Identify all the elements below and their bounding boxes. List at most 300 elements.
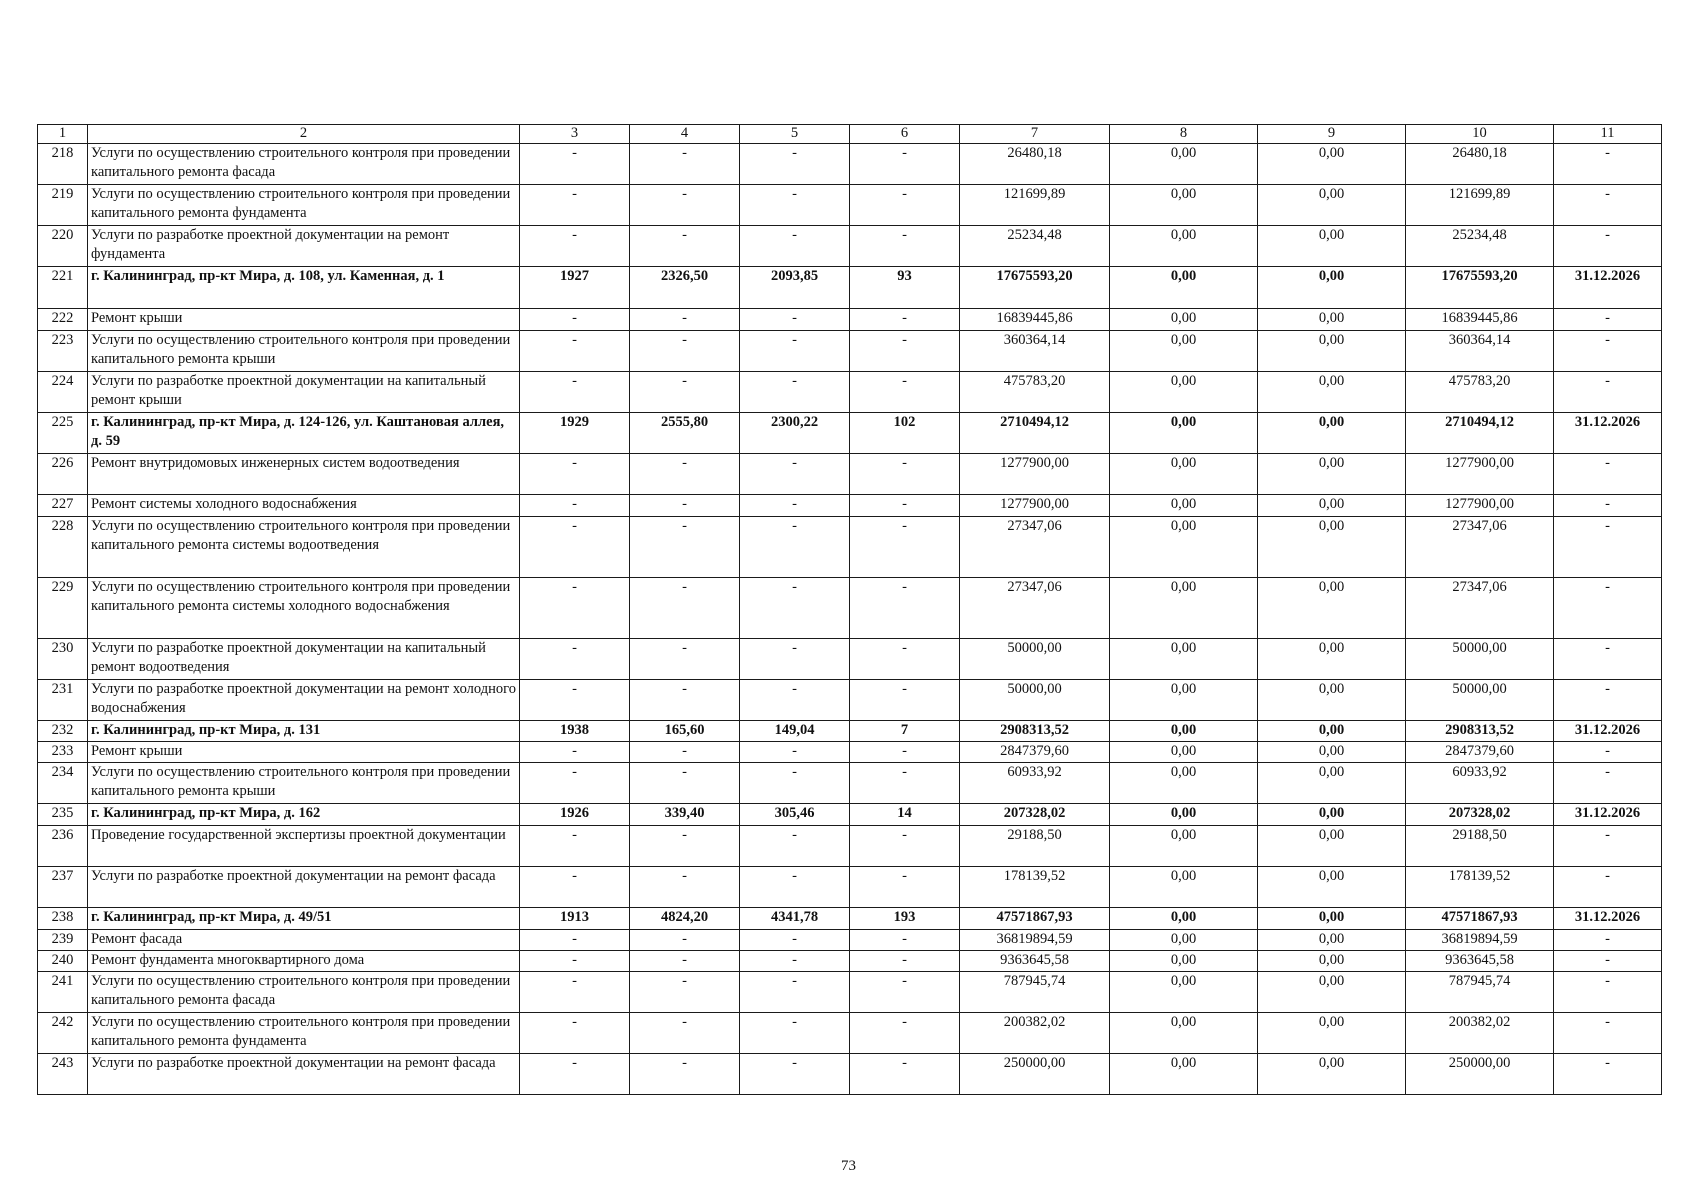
col-3-cell: - [520,372,630,413]
row-number-cell: 224 [38,372,88,413]
col-8-cell: 0,00 [1110,1013,1258,1054]
col-4-cell: - [630,930,740,951]
col-8-cell: 0,00 [1110,185,1258,226]
row-number-cell: 220 [38,226,88,267]
col-3-cell: 1929 [520,413,630,454]
col-8-cell: 0,00 [1110,331,1258,372]
col-9-cell: 0,00 [1258,517,1406,578]
col-7-cell: 207328,02 [960,804,1110,826]
row-number-cell: 232 [38,721,88,742]
col-5-cell: - [740,680,850,721]
row-number-cell: 238 [38,908,88,930]
col-11-cell: - [1554,972,1662,1013]
col-5-cell: - [740,185,850,226]
col-4-cell: 165,60 [630,721,740,742]
col-8-cell: 0,00 [1110,495,1258,517]
row-number-cell: 234 [38,763,88,804]
col-8-cell: 0,00 [1110,578,1258,639]
header-cell: 4 [630,125,740,144]
col-7-cell: 250000,00 [960,1054,1110,1095]
work-name-cell: Услуги по разработке проектной документации на ремонт фундамента [88,226,520,267]
work-name-cell: Ремонт крыши [88,742,520,763]
col-9-cell: 0,00 [1258,908,1406,930]
col-7-cell: 27347,06 [960,517,1110,578]
col-7-cell: 26480,18 [960,144,1110,185]
col-8-cell: 0,00 [1110,742,1258,763]
work-name-cell: г. Калининград, пр-кт Мира, д. 131 [88,721,520,742]
header-cell: 9 [1258,125,1406,144]
col-6-cell: - [850,930,960,951]
col-3-cell: - [520,331,630,372]
col-10-cell: 50000,00 [1406,639,1554,680]
table-row [38,331,1662,372]
table-row [38,578,1662,639]
col-5-cell: - [740,517,850,578]
col-9-cell: 0,00 [1258,578,1406,639]
table-row [38,867,1662,908]
table-row [38,1013,1662,1054]
col-9-cell: 0,00 [1258,639,1406,680]
work-name-cell: г. Калининград, пр-кт Мира, д. 108, ул. Каменная, д. 1 [88,267,520,309]
col-3-cell: 1927 [520,267,630,309]
col-8-cell: 0,00 [1110,1054,1258,1095]
col-10-cell: 27347,06 [1406,517,1554,578]
col-10-cell: 207328,02 [1406,804,1554,826]
col-11-cell: 31.12.2026 [1554,267,1662,309]
col-4-cell: - [630,144,740,185]
col-5-cell: - [740,309,850,331]
col-8-cell: 0,00 [1110,372,1258,413]
col-11-cell: - [1554,495,1662,517]
col-3-cell: - [520,826,630,867]
row-number-cell: 222 [38,309,88,331]
col-10-cell: 16839445,86 [1406,309,1554,331]
col-6-cell: - [850,226,960,267]
table-row [38,742,1662,763]
work-name-cell: Ремонт фундамента многоквартирного дома [88,951,520,972]
col-5-cell: - [740,578,850,639]
col-5-cell: - [740,867,850,908]
col-11-cell: - [1554,639,1662,680]
col-3-cell: - [520,680,630,721]
table-row [38,185,1662,226]
col-9-cell: 0,00 [1258,680,1406,721]
col-9-cell: 0,00 [1258,495,1406,517]
col-10-cell: 2847379,60 [1406,742,1554,763]
header-cell: 3 [520,125,630,144]
col-5-cell: - [740,742,850,763]
table-row [38,309,1662,331]
table-row [38,951,1662,972]
col-7-cell: 2710494,12 [960,413,1110,454]
col-6-cell: 7 [850,721,960,742]
col-10-cell: 1277900,00 [1406,454,1554,495]
col-9-cell: 0,00 [1258,930,1406,951]
col-10-cell: 250000,00 [1406,1054,1554,1095]
col-10-cell: 27347,06 [1406,578,1554,639]
col-9-cell: 0,00 [1258,763,1406,804]
work-name-cell: Услуги по осуществлению строительного контроля при проведении капитального ремонта системы холодного водоснабжения [88,578,520,639]
col-7-cell: 16839445,86 [960,309,1110,331]
header-cell: 5 [740,125,850,144]
table-row [38,972,1662,1013]
col-9-cell: 0,00 [1258,185,1406,226]
col-8-cell: 0,00 [1110,267,1258,309]
col-7-cell: 1277900,00 [960,495,1110,517]
work-name-cell: Услуги по разработке проектной документации на капитальный ремонт крыши [88,372,520,413]
row-number-cell: 225 [38,413,88,454]
work-name-cell: Услуги по осуществлению строительного контроля при проведении капитального ремонта системы водоотведения [88,517,520,578]
col-7-cell: 200382,02 [960,1013,1110,1054]
col-9-cell: 0,00 [1258,972,1406,1013]
col-6-cell: - [850,517,960,578]
work-name-cell: Ремонт фасада [88,930,520,951]
col-10-cell: 26480,18 [1406,144,1554,185]
col-4-cell: - [630,1013,740,1054]
col-4-cell: - [630,331,740,372]
col-6-cell: - [850,680,960,721]
col-4-cell: 4824,20 [630,908,740,930]
col-7-cell: 178139,52 [960,867,1110,908]
col-11-cell: 31.12.2026 [1554,908,1662,930]
col-3-cell: - [520,639,630,680]
col-3-cell: - [520,951,630,972]
col-3-cell: - [520,972,630,1013]
col-8-cell: 0,00 [1110,826,1258,867]
col-7-cell: 36819894,59 [960,930,1110,951]
col-10-cell: 47571867,93 [1406,908,1554,930]
col-10-cell: 2908313,52 [1406,721,1554,742]
work-name-cell: г. Калининград, пр-кт Мира, д. 124-126, ул. Каштановая аллея, д. 59 [88,413,520,454]
col-5-cell: - [740,972,850,1013]
col-5-cell: - [740,951,850,972]
col-6-cell: - [850,951,960,972]
col-8-cell: 0,00 [1110,867,1258,908]
col-9-cell: 0,00 [1258,413,1406,454]
table-row [38,680,1662,721]
col-10-cell: 2710494,12 [1406,413,1554,454]
work-name-cell: Услуги по осуществлению строительного контроля при проведении капитального ремонта фасада [88,972,520,1013]
table-row [38,495,1662,517]
col-7-cell: 29188,50 [960,826,1110,867]
col-4-cell: - [630,680,740,721]
col-9-cell: 0,00 [1258,144,1406,185]
col-11-cell: - [1554,454,1662,495]
col-7-cell: 9363645,58 [960,951,1110,972]
col-10-cell: 178139,52 [1406,867,1554,908]
col-6-cell: - [850,742,960,763]
col-9-cell: 0,00 [1258,867,1406,908]
col-10-cell: 60933,92 [1406,763,1554,804]
col-11-cell: - [1554,867,1662,908]
col-8-cell: 0,00 [1110,951,1258,972]
table-row [38,1054,1662,1095]
col-7-cell: 475783,20 [960,372,1110,413]
work-name-cell: Услуги по осуществлению строительного контроля при проведении капитального ремонта фундамента [88,1013,520,1054]
col-11-cell: - [1554,578,1662,639]
col-3-cell: - [520,763,630,804]
col-9-cell: 0,00 [1258,826,1406,867]
col-6-cell: - [850,1054,960,1095]
col-10-cell: 50000,00 [1406,680,1554,721]
address-row [38,267,1662,309]
table-row [38,763,1662,804]
table-row [38,826,1662,867]
col-9-cell: 0,00 [1258,1013,1406,1054]
col-6-cell: - [850,372,960,413]
col-3-cell: - [520,742,630,763]
col-5-cell: 2300,22 [740,413,850,454]
row-number-cell: 242 [38,1013,88,1054]
col-4-cell: - [630,517,740,578]
col-8-cell: 0,00 [1110,309,1258,331]
col-5-cell: 2093,85 [740,267,850,309]
row-number-cell: 219 [38,185,88,226]
col-7-cell: 360364,14 [960,331,1110,372]
col-10-cell: 360364,14 [1406,331,1554,372]
col-11-cell: - [1554,680,1662,721]
col-10-cell: 9363645,58 [1406,951,1554,972]
col-7-cell: 2847379,60 [960,742,1110,763]
table-row [38,226,1662,267]
col-11-cell: - [1554,372,1662,413]
col-6-cell: 193 [850,908,960,930]
col-6-cell: - [850,578,960,639]
col-9-cell: 0,00 [1258,454,1406,495]
col-7-cell: 1277900,00 [960,454,1110,495]
address-row [38,721,1662,742]
col-11-cell: - [1554,144,1662,185]
col-5-cell: - [740,826,850,867]
work-name-cell: Услуги по разработке проектной документации на капитальный ремонт водоотведения [88,639,520,680]
col-6-cell: - [850,972,960,1013]
col-10-cell: 29188,50 [1406,826,1554,867]
col-3-cell: - [520,144,630,185]
col-11-cell: - [1554,309,1662,331]
col-5-cell: - [740,331,850,372]
col-5-cell: - [740,1054,850,1095]
header-cell: 7 [960,125,1110,144]
col-11-cell: 31.12.2026 [1554,413,1662,454]
col-6-cell: - [850,454,960,495]
col-4-cell: - [630,951,740,972]
address-row [38,908,1662,930]
header-cell: 6 [850,125,960,144]
col-5-cell: - [740,144,850,185]
work-name-cell: г. Калининград, пр-кт Мира, д. 49/51 [88,908,520,930]
col-4-cell: - [630,639,740,680]
work-name-cell: Услуги по осуществлению строительного контроля при проведении капитального ремонта фасада [88,144,520,185]
col-9-cell: 0,00 [1258,742,1406,763]
col-5-cell: - [740,763,850,804]
work-name-cell: Проведение государственной экспертизы проектной документации [88,826,520,867]
work-name-cell: Ремонт системы холодного водоснабжения [88,495,520,517]
col-9-cell: 0,00 [1258,372,1406,413]
col-6-cell: 102 [850,413,960,454]
col-10-cell: 1277900,00 [1406,495,1554,517]
col-9-cell: 0,00 [1258,804,1406,826]
col-7-cell: 27347,06 [960,578,1110,639]
col-3-cell: - [520,930,630,951]
table-body [38,125,1662,1095]
col-4-cell: - [630,763,740,804]
col-4-cell: 2326,50 [630,267,740,309]
header-cell: 2 [88,125,520,144]
col-7-cell: 787945,74 [960,972,1110,1013]
address-row [38,413,1662,454]
col-6-cell: - [850,1013,960,1054]
col-9-cell: 0,00 [1258,721,1406,742]
col-5-cell: - [740,639,850,680]
col-6-cell: - [850,763,960,804]
table-row [38,517,1662,578]
col-8-cell: 0,00 [1110,639,1258,680]
col-4-cell: - [630,372,740,413]
col-5-cell: 149,04 [740,721,850,742]
row-number-cell: 231 [38,680,88,721]
col-5-cell: - [740,226,850,267]
col-11-cell: - [1554,951,1662,972]
table-row [38,454,1662,495]
work-name-cell: Услуги по разработке проектной документации на ремонт холодного водоснабжения [88,680,520,721]
col-11-cell: 31.12.2026 [1554,721,1662,742]
col-11-cell: - [1554,517,1662,578]
col-4-cell: - [630,495,740,517]
header-row [38,125,1662,144]
work-name-cell: Услуги по осуществлению строительного контроля при проведении капитального ремонта фундамента [88,185,520,226]
col-8-cell: 0,00 [1110,908,1258,930]
col-3-cell: - [520,1054,630,1095]
col-11-cell: - [1554,226,1662,267]
row-number-cell: 233 [38,742,88,763]
header-cell: 11 [1554,125,1662,144]
col-7-cell: 50000,00 [960,680,1110,721]
col-6-cell: - [850,331,960,372]
col-7-cell: 25234,48 [960,226,1110,267]
row-number-cell: 243 [38,1054,88,1095]
header-cell: 8 [1110,125,1258,144]
col-3-cell: 1926 [520,804,630,826]
work-name-cell: Ремонт внутридомовых инженерных систем водоотведения [88,454,520,495]
col-4-cell: 2555,80 [630,413,740,454]
col-3-cell: - [520,309,630,331]
col-3-cell: - [520,1013,630,1054]
col-5-cell: - [740,1013,850,1054]
col-6-cell: - [850,826,960,867]
col-8-cell: 0,00 [1110,144,1258,185]
col-7-cell: 50000,00 [960,639,1110,680]
col-5-cell: - [740,372,850,413]
col-10-cell: 17675593,20 [1406,267,1554,309]
col-3-cell: - [520,226,630,267]
col-8-cell: 0,00 [1110,930,1258,951]
col-6-cell: - [850,185,960,226]
col-11-cell: - [1554,1054,1662,1095]
address-row [38,804,1662,826]
col-8-cell: 0,00 [1110,454,1258,495]
row-number-cell: 223 [38,331,88,372]
col-10-cell: 121699,89 [1406,185,1554,226]
row-number-cell: 218 [38,144,88,185]
row-number-cell: 226 [38,454,88,495]
col-4-cell: - [630,185,740,226]
col-7-cell: 121699,89 [960,185,1110,226]
col-9-cell: 0,00 [1258,267,1406,309]
col-5-cell: 305,46 [740,804,850,826]
work-name-cell: г. Калининград, пр-кт Мира, д. 162 [88,804,520,826]
col-9-cell: 0,00 [1258,951,1406,972]
col-10-cell: 787945,74 [1406,972,1554,1013]
col-8-cell: 0,00 [1110,413,1258,454]
row-number-cell: 221 [38,267,88,309]
col-8-cell: 0,00 [1110,517,1258,578]
table-row [38,144,1662,185]
col-3-cell: - [520,185,630,226]
page-number: 73 [841,1158,856,1174]
col-9-cell: 0,00 [1258,331,1406,372]
col-4-cell: - [630,867,740,908]
col-4-cell: - [630,578,740,639]
col-7-cell: 60933,92 [960,763,1110,804]
row-number-cell: 230 [38,639,88,680]
col-11-cell: - [1554,331,1662,372]
col-10-cell: 36819894,59 [1406,930,1554,951]
col-8-cell: 0,00 [1110,226,1258,267]
col-9-cell: 0,00 [1258,1054,1406,1095]
col-10-cell: 200382,02 [1406,1013,1554,1054]
col-4-cell: - [630,742,740,763]
col-7-cell: 2908313,52 [960,721,1110,742]
col-8-cell: 0,00 [1110,680,1258,721]
col-7-cell: 17675593,20 [960,267,1110,309]
col-6-cell: - [850,309,960,331]
row-number-cell: 241 [38,972,88,1013]
col-3-cell: - [520,495,630,517]
col-4-cell: 339,40 [630,804,740,826]
col-5-cell: - [740,454,850,495]
row-number-cell: 236 [38,826,88,867]
work-name-cell: Услуги по разработке проектной документации на ремонт фасада [88,867,520,908]
col-4-cell: - [630,226,740,267]
col-3-cell: - [520,578,630,639]
col-5-cell: 4341,78 [740,908,850,930]
col-8-cell: 0,00 [1110,721,1258,742]
work-name-cell: Услуги по осуществлению строительного контроля при проведении капитального ремонта крыши [88,763,520,804]
col-4-cell: - [630,454,740,495]
col-8-cell: 0,00 [1110,804,1258,826]
col-3-cell: - [520,867,630,908]
col-5-cell: - [740,930,850,951]
header-cell: 10 [1406,125,1554,144]
col-11-cell: - [1554,826,1662,867]
col-11-cell: - [1554,763,1662,804]
work-name-cell: Услуги по разработке проектной документации на ремонт фасада [88,1054,520,1095]
row-number-cell: 228 [38,517,88,578]
col-6-cell: - [850,867,960,908]
col-11-cell: - [1554,930,1662,951]
col-8-cell: 0,00 [1110,763,1258,804]
capital-repair-schedule-table [37,124,1662,1095]
col-6-cell: - [850,144,960,185]
col-3-cell: 1938 [520,721,630,742]
col-11-cell: - [1554,1013,1662,1054]
col-4-cell: - [630,826,740,867]
col-8-cell: 0,00 [1110,972,1258,1013]
table-row [38,930,1662,951]
table-row [38,639,1662,680]
table-row [38,372,1662,413]
col-11-cell: 31.12.2026 [1554,804,1662,826]
